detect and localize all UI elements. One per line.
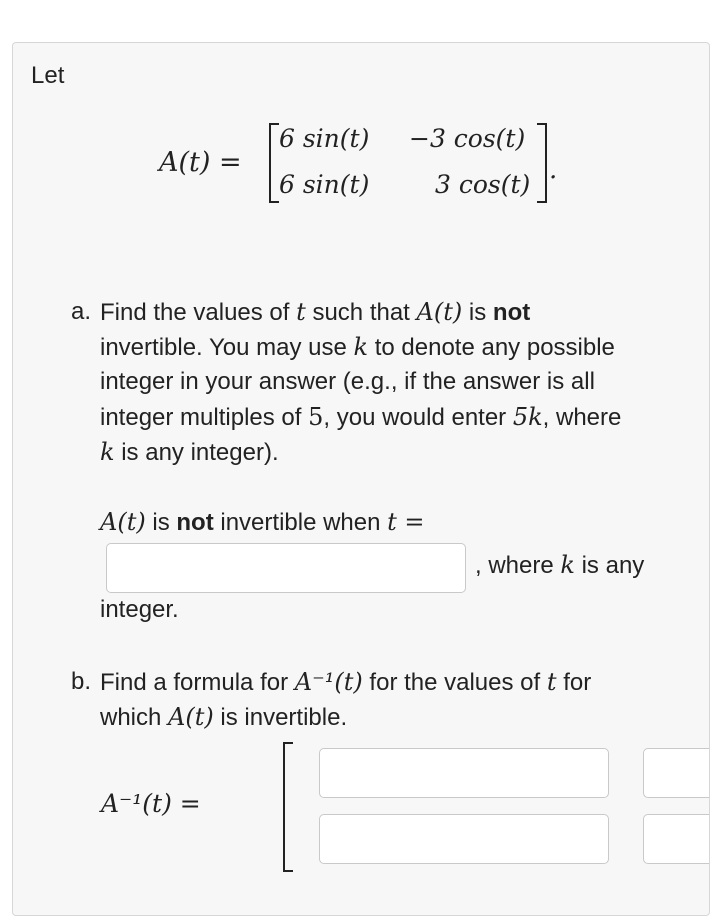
math-a-of-t: A(t) bbox=[100, 508, 146, 536]
part-a-answer-input[interactable] bbox=[106, 543, 466, 593]
text-span: invertible when bbox=[220, 509, 381, 536]
answer-cell-r1c2[interactable] bbox=[643, 748, 710, 798]
text-span: is bbox=[468, 299, 487, 326]
matrix-r2c2: 3 cos(t) bbox=[435, 170, 531, 199]
math-a-of-t: A(t) bbox=[168, 703, 214, 731]
text-span: to denote any possible bbox=[374, 334, 615, 361]
part-b-line-1 bbox=[100, 665, 591, 700]
text-span: invertible. You may use bbox=[100, 334, 347, 361]
part-a-line-5 bbox=[100, 435, 279, 470]
matrix-right-bracket bbox=[537, 123, 547, 203]
part-a-line-2 bbox=[100, 330, 615, 365]
text-span: is any integer). bbox=[121, 439, 279, 466]
text-span: , where bbox=[542, 404, 622, 431]
intro-let: Let bbox=[31, 62, 65, 89]
text-span: such that bbox=[312, 299, 410, 326]
answer-cell-r2c1[interactable] bbox=[319, 814, 609, 864]
part-b-lhs: A⁻¹(t) = bbox=[101, 789, 201, 818]
matrix-r1c1: 6 sin(t) bbox=[279, 124, 370, 153]
math-t-equals: t = bbox=[387, 508, 425, 536]
math-k: k bbox=[353, 333, 369, 361]
matrix-lhs: A(t) = bbox=[159, 147, 242, 178]
text-span: Find the values of bbox=[100, 299, 290, 326]
text-span: for bbox=[563, 669, 592, 696]
text-span: is invertible. bbox=[220, 704, 348, 731]
part-a-label: a. bbox=[71, 298, 92, 325]
answer-matrix-left-bracket bbox=[283, 742, 293, 872]
text-span: is any bbox=[581, 552, 645, 579]
bold-not: not bbox=[176, 509, 214, 536]
math-t: t bbox=[296, 298, 306, 326]
part-a-line-1 bbox=[100, 295, 530, 330]
math-a-inverse: A⁻¹(t) bbox=[294, 668, 363, 696]
matrix-period: . bbox=[549, 155, 558, 185]
part-a-line-4 bbox=[100, 400, 621, 435]
part-a-where bbox=[475, 548, 644, 583]
text-span: , where bbox=[475, 552, 554, 579]
answer-cell-r1c1[interactable] bbox=[319, 748, 609, 798]
math-k: k bbox=[100, 438, 115, 466]
part-a-integer-word: integer. bbox=[100, 596, 179, 623]
matrix-left-bracket bbox=[269, 123, 279, 203]
text-span: Find a formula for bbox=[100, 669, 289, 696]
bold-not: not bbox=[492, 299, 531, 326]
answer-cell-r2c2[interactable] bbox=[643, 814, 710, 864]
math-5: 5 bbox=[308, 403, 324, 431]
matrix-r1c2: −3 cos(t) bbox=[409, 124, 526, 153]
question-card bbox=[12, 42, 710, 916]
part-a-answer-prompt bbox=[100, 505, 425, 540]
math-5k: 5k bbox=[512, 403, 543, 431]
math-k: k bbox=[560, 551, 575, 579]
text-span: which bbox=[100, 704, 162, 731]
text-span: integer multiples of bbox=[100, 404, 302, 431]
part-b-label: b. bbox=[71, 668, 92, 695]
part-a-line-3: integer in your answer (e.g., if the answer is all bbox=[100, 368, 595, 395]
part-b-line-2 bbox=[100, 700, 347, 735]
matrix-r2c1: 6 sin(t) bbox=[279, 170, 370, 199]
math-a-of-t: A(t) bbox=[416, 298, 463, 326]
text-span: , you would enter bbox=[323, 404, 507, 431]
text-span: is bbox=[152, 509, 170, 536]
text-span: for the values of bbox=[369, 669, 541, 696]
math-t: t bbox=[546, 668, 557, 696]
